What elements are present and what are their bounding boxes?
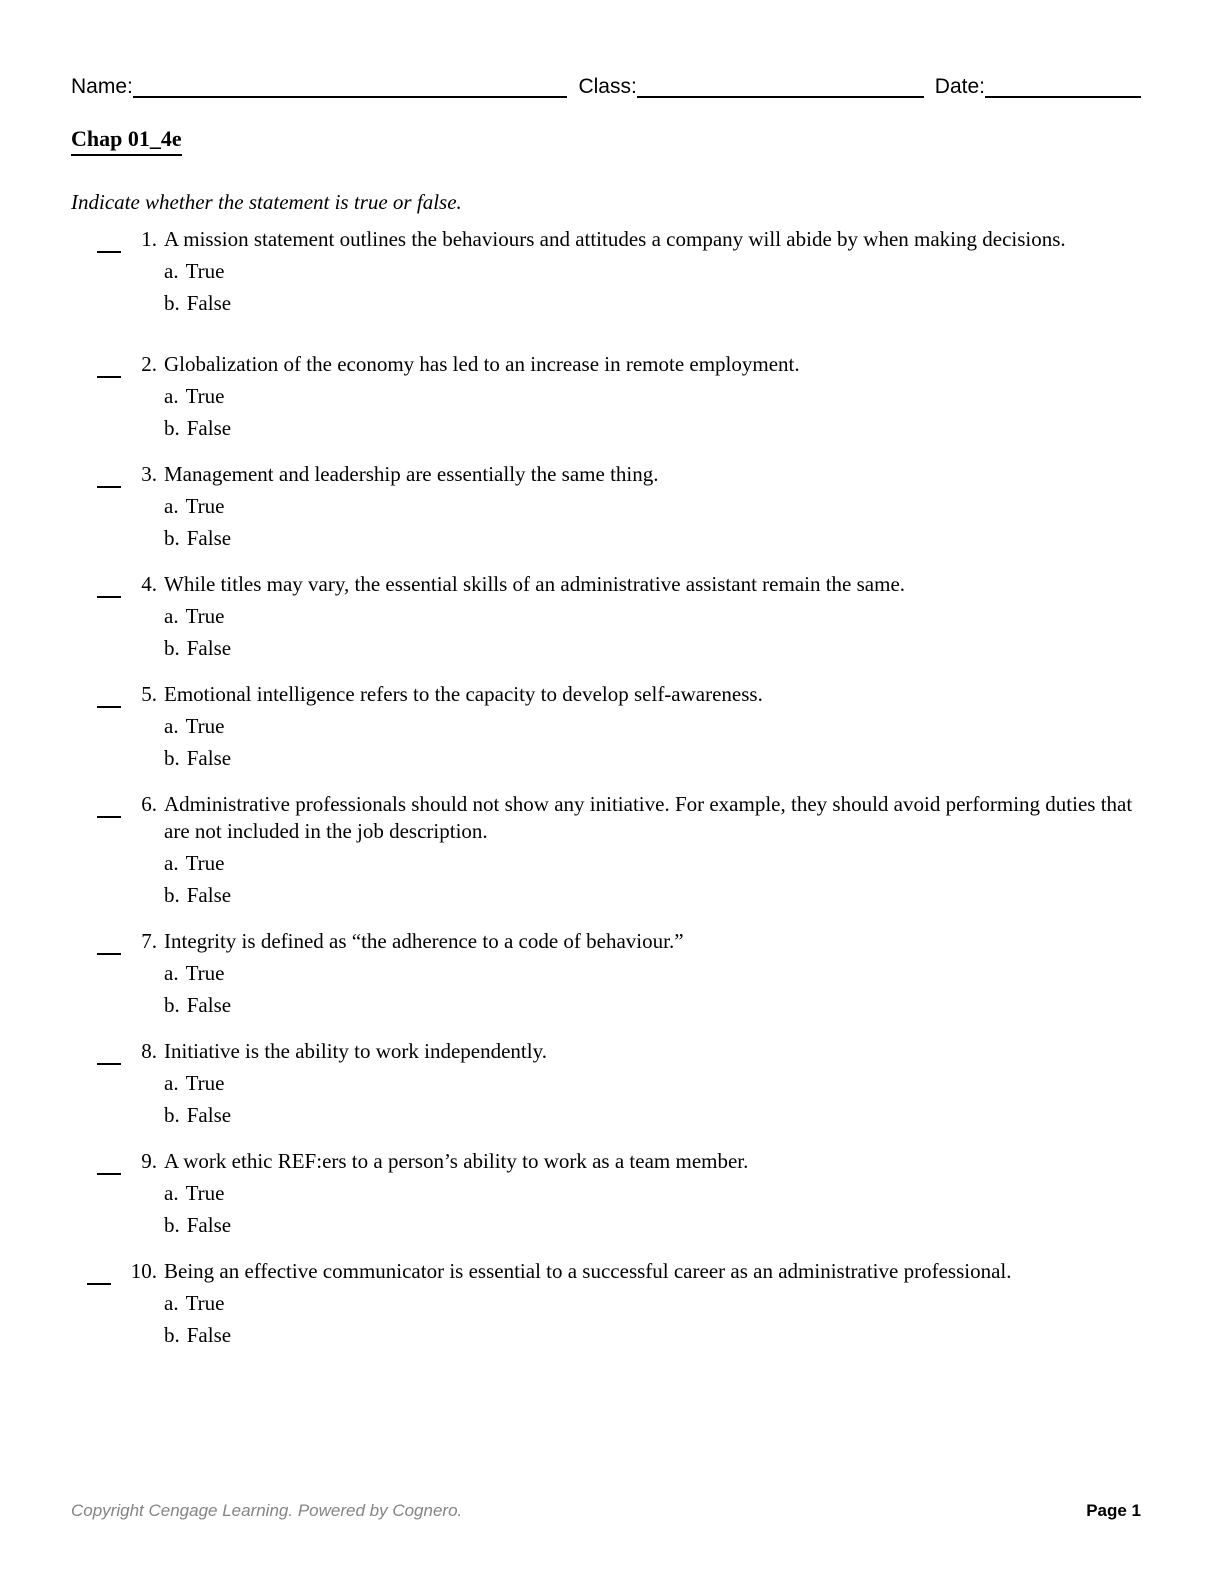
copyright-text: Copyright Cengage Learning. Powered by Cognero. (71, 1501, 463, 1520)
question-line (71, 791, 1141, 845)
option-letter: a. (164, 714, 179, 738)
option-label: True (185, 604, 225, 628)
option-label: False (186, 636, 232, 660)
question-number: 1. (141, 227, 157, 251)
option-label: True (185, 259, 225, 283)
option-true (164, 713, 1141, 740)
question-line (71, 928, 1141, 955)
option-label: True (185, 494, 225, 518)
question-number: 8. (141, 1039, 157, 1063)
name-fill-line[interactable] (133, 96, 568, 98)
option-label: True (185, 1291, 225, 1315)
option-false (164, 415, 1141, 442)
question-block (71, 226, 1141, 317)
option-true (164, 603, 1141, 630)
option-letter: b. (164, 1103, 180, 1127)
name-field (71, 74, 567, 100)
question-number: 9. (141, 1149, 157, 1173)
option-false (164, 1212, 1141, 1239)
question-lead (71, 791, 157, 818)
question-line (71, 571, 1141, 598)
question-lead (71, 1038, 157, 1065)
section-instruction: Indicate whether the statement is true or false. (71, 190, 462, 214)
question-lead (71, 681, 157, 708)
option-label: True (185, 851, 225, 875)
question-lead (71, 351, 157, 378)
option-label: True (185, 1181, 225, 1205)
question-line (71, 461, 1141, 488)
option-letter: b. (164, 526, 180, 550)
answer-blank[interactable] (97, 684, 121, 708)
question-block (71, 1258, 1141, 1349)
question-text: Administrative professionals should not show any initiative. For example, they should avoid performing duties that are not included in the job description. (164, 792, 1133, 843)
option-label: True (185, 384, 225, 408)
option-false (164, 745, 1141, 772)
option-true (164, 850, 1141, 877)
option-letter: b. (164, 1323, 180, 1347)
question-text: A work ethic REF:ers to a person’s ability to work as a team member. (164, 1149, 749, 1173)
question-text: Globalization of the economy has led to an increase in remote employment. (164, 352, 800, 376)
question-block (71, 461, 1141, 552)
document-title-text: Chap 01_4e (71, 124, 182, 156)
option-letter: a. (164, 494, 179, 518)
option-letter: a. (164, 851, 179, 875)
class-fill-line[interactable] (637, 96, 924, 98)
option-label: False (186, 883, 232, 907)
option-letter: a. (164, 1291, 179, 1315)
page-number: Page 1 (1086, 1501, 1141, 1520)
option-letter: b. (164, 416, 180, 440)
date-label: Date: (934, 75, 985, 98)
option-false (164, 1322, 1141, 1349)
question-list (71, 226, 1141, 1349)
option-label: False (186, 993, 232, 1017)
date-fill-line[interactable] (985, 96, 1141, 98)
document-title (71, 124, 1141, 156)
option-label: False (186, 291, 232, 315)
date-field (935, 74, 1141, 100)
option-letter: b. (164, 636, 180, 660)
option-false (164, 525, 1141, 552)
option-false (164, 882, 1141, 909)
question-block (71, 1038, 1141, 1129)
question-lead (71, 226, 157, 253)
option-letter: a. (164, 961, 179, 985)
answer-blank[interactable] (97, 931, 121, 955)
option-false (164, 1102, 1141, 1129)
answer-blank[interactable] (87, 1261, 111, 1285)
question-line (71, 1038, 1141, 1065)
answer-blank[interactable] (97, 354, 121, 378)
question-text: A mission statement outlines the behaviours and attitudes a company will abide by when making decisions. (164, 227, 1066, 251)
question-number: 6. (141, 792, 157, 816)
answer-blank[interactable] (97, 1041, 121, 1065)
question-lead (71, 1148, 157, 1175)
answer-blank[interactable] (97, 1151, 121, 1175)
option-false (164, 635, 1141, 662)
question-number: 5. (141, 682, 157, 706)
option-true (164, 1070, 1141, 1097)
question-line (71, 681, 1141, 708)
question-text: Integrity is defined as “the adherence to a code of behaviour.” (164, 929, 684, 953)
option-label: False (186, 416, 232, 440)
question-block (71, 791, 1141, 909)
option-letter: b. (164, 291, 180, 315)
option-letter: a. (164, 259, 179, 283)
option-label: False (186, 1103, 232, 1127)
question-block (71, 681, 1141, 772)
header (71, 74, 1141, 100)
question-block (71, 1148, 1141, 1239)
option-letter: b. (164, 993, 180, 1017)
option-true (164, 383, 1141, 410)
option-letter: b. (164, 883, 180, 907)
question-lead (71, 461, 157, 488)
question-line (71, 226, 1141, 253)
option-false (164, 290, 1141, 317)
answer-blank[interactable] (97, 229, 121, 253)
question-text: Initiative is the ability to work independently. (164, 1039, 547, 1063)
option-true (164, 493, 1141, 520)
option-label: False (186, 746, 232, 770)
option-label: False (186, 1323, 232, 1347)
question-number: 10. (130, 1259, 157, 1283)
option-letter: b. (164, 746, 180, 770)
question-block (71, 351, 1141, 442)
question-text: Being an effective communicator is essential to a successful career as an administrative professional. (164, 1259, 1012, 1283)
option-label: False (186, 526, 232, 550)
question-number: 3. (141, 462, 157, 486)
question-lead (71, 571, 157, 598)
question-line (71, 1148, 1141, 1175)
option-letter: a. (164, 384, 179, 408)
question-line (71, 351, 1141, 378)
option-false (164, 992, 1141, 1019)
option-label: True (185, 1071, 225, 1095)
question-lead (71, 928, 157, 955)
option-true (164, 258, 1141, 285)
question-number: 2. (141, 352, 157, 376)
answer-blank[interactable] (97, 574, 121, 598)
option-label: True (185, 961, 225, 985)
option-letter: a. (164, 1071, 179, 1095)
class-field (578, 74, 923, 100)
name-label: Name: (71, 75, 133, 98)
question-line (71, 1258, 1141, 1285)
option-true (164, 1180, 1141, 1207)
question-lead (71, 1258, 157, 1285)
option-true (164, 1290, 1141, 1317)
question-block (71, 928, 1141, 1019)
question-text: While titles may vary, the essential skills of an administrative assistant remain the same. (164, 572, 906, 596)
question-text: Management and leadership are essentially the same thing. (164, 462, 659, 486)
option-label: True (185, 714, 225, 738)
footer (71, 1500, 1141, 1521)
option-true (164, 960, 1141, 987)
option-letter: b. (164, 1213, 180, 1237)
answer-blank[interactable] (97, 794, 121, 818)
question-number: 7. (141, 929, 157, 953)
question-block (71, 571, 1141, 662)
option-label: False (186, 1213, 232, 1237)
question-text: Emotional intelligence refers to the capacity to develop self-awareness. (164, 682, 763, 706)
option-letter: a. (164, 604, 179, 628)
option-letter: a. (164, 1181, 179, 1205)
question-number: 4. (141, 572, 157, 596)
answer-blank[interactable] (97, 464, 121, 488)
class-label: Class: (578, 75, 637, 98)
